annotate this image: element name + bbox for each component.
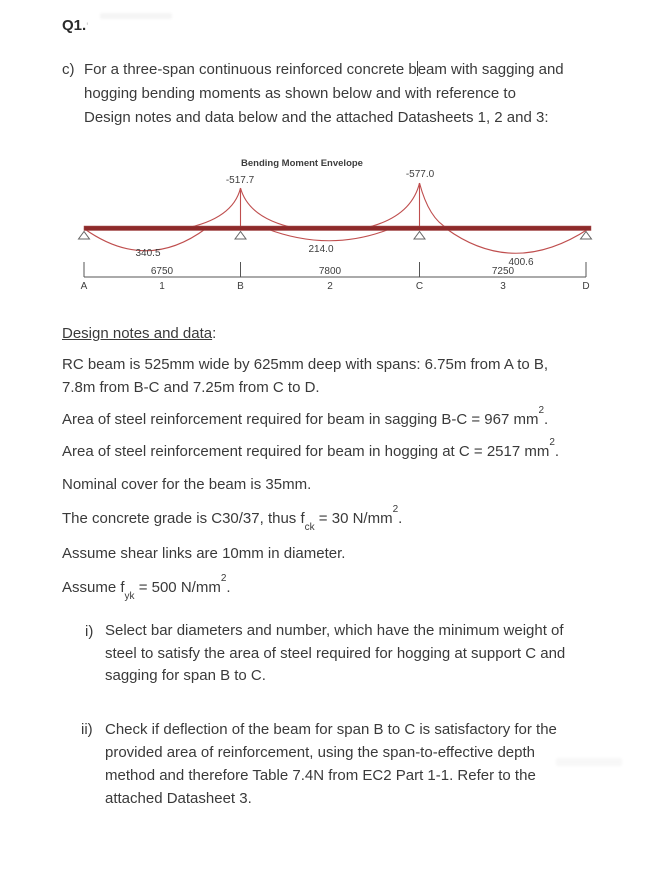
design-notes-heading-text: Design notes and data [62,325,213,342]
item-i-line-3: sagging for span B to C. [105,667,266,684]
question-number-text: Q1. [62,17,87,34]
sagging-value-2: 214.0 [308,244,334,255]
rc-beam-line-2: 7.8m from B-C and 7.25m from C to D. [62,378,320,396]
item-i-line-1: Select bar diameters and number, which have the minimum weight of [105,622,564,639]
concrete-grade-line [62,504,403,533]
item-i-paragraph [105,620,565,688]
part-c-line1-post: eam with sagging and [417,61,564,78]
nominal-cover-line: Nominal cover for the beam is 35mm. [62,476,312,493]
scan-artifact [556,758,622,766]
support-triangle-c [414,232,425,240]
sagging-value-1: 340.5 [135,248,161,259]
item-ii-paragraph [105,718,557,810]
hogging-curve-b-left [184,188,241,229]
fyk-mid: = 500 N/mm [134,579,221,596]
span-number-1: 1 [159,281,165,292]
span-length-2: 7800 [318,266,342,277]
part-c-line-1 [84,58,564,82]
fyk-period: . [226,579,231,596]
item-ii-line-1: Check if deflection of the beam for span B to C is satisfactory for the [105,721,557,738]
area-sagging-line [62,405,549,432]
hogging-value-c: -577.0 [405,169,435,180]
area-hogging-line [62,437,560,464]
concrete-grade-pre: The concrete grade is C30/37, thus f [62,510,305,527]
part-c-line1-pre: For a three-span continuous reinforced concrete b [84,61,417,78]
fyk-line [62,573,231,602]
bending-moment-diagram [0,148,667,300]
part-c-marker: c) [62,61,75,78]
item-i-line-2: steel to satisfy the area of steel required for hogging at support C and [105,644,566,662]
support-triangle-b [235,232,246,240]
area-hogging-text: Area of steel reinforcement required for beam in hogging at C = 2517 mm [62,443,550,460]
fyk-pre: Assume f [62,579,125,596]
concrete-grade-mid: = 30 N/mm [314,510,393,527]
fyk-sup: 2 [220,573,227,584]
support-triangle-a [79,232,90,240]
faint-mark: ' [86,21,89,33]
concrete-grade-sub: ck [304,522,315,533]
part-c-paragraph [84,58,564,130]
beam-bar [84,226,591,231]
hogging-curve-c-left [363,183,420,229]
hogging-curve-c-right [420,183,449,229]
rc-beam-line-1: RC beam is 525mm wide by 625mm deep with spans: 6.75m from A to B, [62,356,549,373]
diagram-title: Bending Moment Envelope [241,158,363,169]
item-ii-line-3: method and therefore Table 7.4N from EC2 Part 1-1. Refer to the [105,767,536,784]
support-label-c: C [415,281,424,292]
hogging-curve-b-right [241,188,298,229]
area-sagging-sup: 2 [538,405,545,416]
support-label-b: B [237,281,244,292]
support-label-d: D [582,281,590,292]
supports [79,232,592,240]
area-sagging-period: . [544,411,549,428]
area-sagging-text: Area of steel reinforcement required for beam in sagging B-C = 967 mm [62,411,539,428]
scan-artifact [100,13,172,19]
span-length-3: 7250 [491,266,515,277]
item-ii-line-4: attached Datasheet 3. [105,790,252,807]
fyk-sub: yk [124,591,135,602]
item-ii-marker: ii) [81,721,93,738]
span-number-3: 3 [500,281,506,292]
part-c-line-2: hogging bending moments as shown below and with reference to [84,85,516,102]
sagging-curve-span3 [446,229,589,254]
hogging-value-b: -517.7 [225,175,255,186]
concrete-grade-period: . [398,510,403,527]
area-hogging-period: . [554,443,560,460]
rc-beam-paragraph [62,354,548,399]
sagging-value-3: 400.6 [508,257,534,268]
item-i-marker: i) [85,623,94,640]
span-number-2: 2 [327,281,333,292]
envelope-curves [84,183,589,253]
concrete-grade-sup: 2 [392,504,399,515]
part-c-line-3: Design notes and data below and the attached Datasheets 1, 2 and 3: [84,109,549,126]
design-notes-heading-colon: : [212,325,217,342]
shear-links-line: Assume shear links are 10mm in diameter. [62,545,346,562]
question-number [62,17,88,34]
area-hogging-sup: 2 [549,437,555,448]
span-length-1: 6750 [150,266,174,277]
design-notes-heading [62,322,216,346]
support-label-a: A [80,281,88,292]
item-ii-line-2: provided area of reinforcement, using the span-to-effective depth [105,744,535,761]
